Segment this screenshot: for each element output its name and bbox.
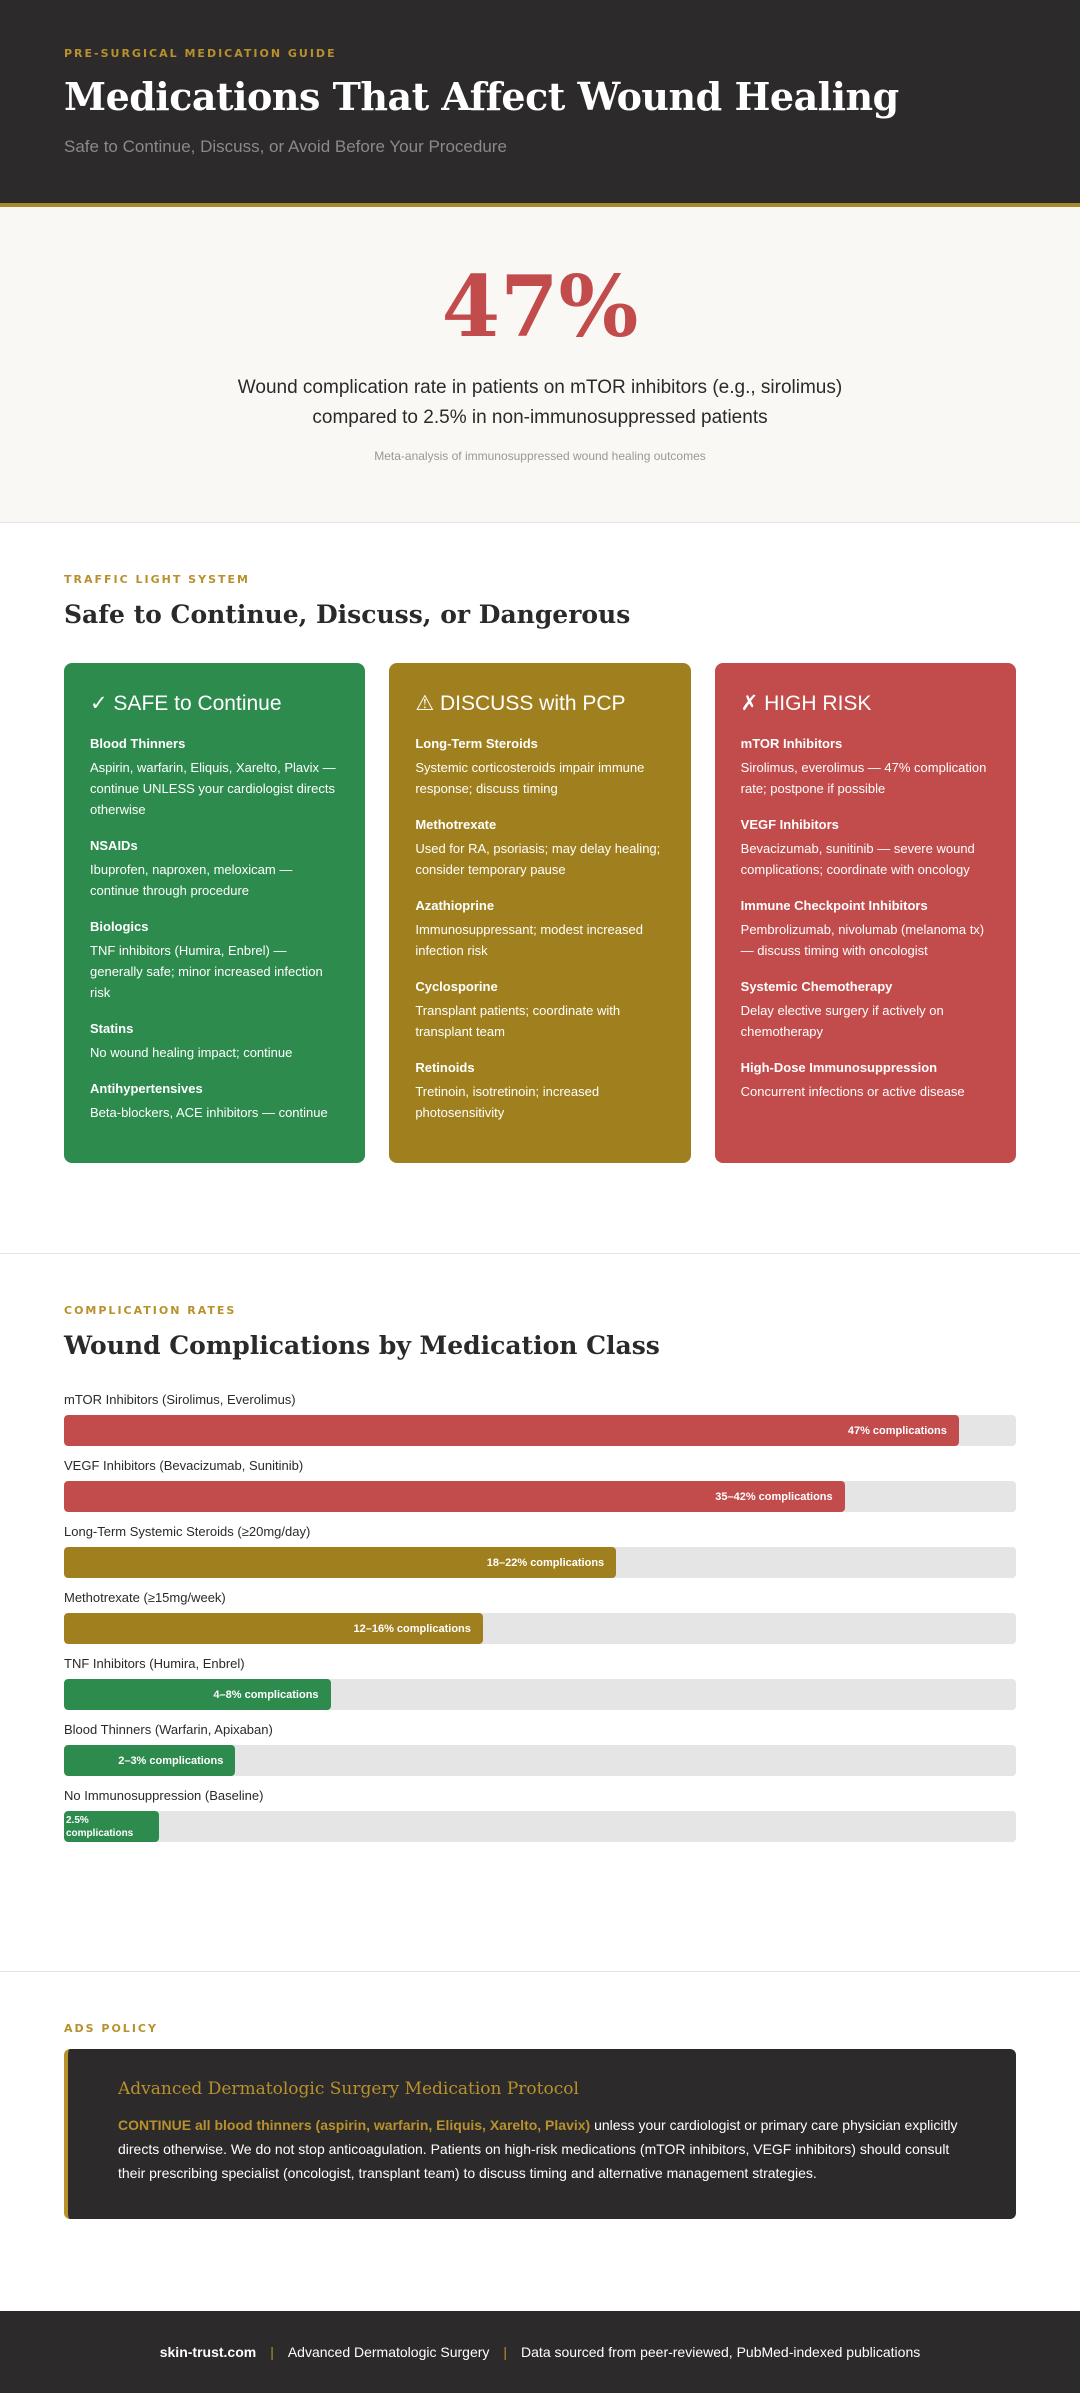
bar-row bbox=[64, 1524, 1016, 1578]
bar-label: mTOR Inhibitors (Sirolimus, Everolimus) bbox=[64, 1392, 296, 1407]
card-item-title: NSAIDs bbox=[90, 838, 138, 853]
card-item bbox=[90, 838, 339, 901]
policy-eyebrow: ADS POLICY bbox=[64, 2022, 158, 2035]
bar-value-label: 12–16% complications bbox=[353, 1622, 471, 1635]
bar-value-label: 18–22% complications bbox=[486, 1556, 605, 1569]
footer-note: Data sourced from peer-reviewed, PubMed-indexed publications bbox=[521, 2344, 921, 2360]
bar-row bbox=[64, 1722, 1016, 1776]
card-item-text: Aspirin, warfarin, Eliquis, Xarelto, Plavix — continue UNLESS your cardiologist directs otherwise bbox=[90, 760, 336, 817]
card-item bbox=[741, 817, 990, 880]
traffic-eyebrow: TRAFFIC LIGHT SYSTEM bbox=[64, 573, 250, 586]
key-stat-source: Meta-analysis of immunosuppressed wound healing outcomes bbox=[374, 449, 706, 463]
bar-fill bbox=[64, 1811, 159, 1842]
card-item bbox=[90, 1021, 339, 1063]
card-item-title: Systemic Chemotherapy bbox=[740, 979, 893, 994]
card-item-text: Concurrent infections or active disease bbox=[740, 1084, 965, 1099]
bar-value-label: 4–8% complications bbox=[213, 1688, 319, 1701]
card-heading: ⚠ DISCUSS with PCP bbox=[415, 692, 626, 715]
card-item-title: Blood Thinners bbox=[90, 736, 186, 751]
bar-row bbox=[64, 1458, 1016, 1512]
card-item bbox=[415, 979, 664, 1042]
card-high-risk bbox=[715, 663, 1016, 1163]
card-discuss bbox=[389, 663, 690, 1163]
card-item-text: Systemic corticosteroids impair immune response; discuss timing bbox=[415, 760, 645, 796]
card-item-text: Sirolimus, everolimus — 47% complication rate; postpone if possible bbox=[740, 760, 987, 796]
card-item-text: TNF inhibitors (Humira, Enbrel) — generally safe; minor increased infection risk bbox=[90, 943, 323, 1000]
bar-label: Long-Term Systemic Steroids (≥20mg/day) bbox=[64, 1524, 311, 1539]
policy-section bbox=[0, 1972, 1080, 2311]
bar-value-label: 35–42% complications bbox=[715, 1490, 833, 1503]
card-heading: ✗ HIGH RISK bbox=[740, 692, 872, 715]
footer-practice: Advanced Dermatologic Surgery bbox=[287, 2344, 490, 2360]
bar-fill bbox=[64, 1745, 235, 1776]
card-item-text: Used for RA, psoriasis; may delay healing; consider temporary pause bbox=[415, 841, 661, 877]
bar-track bbox=[64, 1547, 1016, 1578]
policy-box bbox=[64, 2049, 1016, 2219]
policy-body: unless your cardiologist or primary care physician explicitly directs otherwise. We do not stop anticoagulation. Patients on high-risk medications (mTOR inhibitors, VEGF inhibitors) should consult their prescribing specialist (oncologist, transplant team) to discuss timing and alternative management strategies. bbox=[118, 2117, 958, 2181]
card-item-text: Bevacizumab, sunitinib — severe wound complications; coordinate with oncology bbox=[740, 841, 975, 877]
bar-track bbox=[64, 1811, 1016, 1842]
rates-eyebrow: COMPLICATION RATES bbox=[64, 1304, 237, 1317]
rates-title: Wound Complications by Medication Class bbox=[64, 1331, 660, 1360]
card-item bbox=[741, 736, 990, 799]
card-item bbox=[741, 1060, 990, 1102]
card-item-title: Statins bbox=[90, 1021, 134, 1036]
bar-fill bbox=[64, 1547, 616, 1578]
bar-fill bbox=[64, 1415, 959, 1446]
bar-label: VEGF Inhibitors (Bevacizumab, Sunitinib) bbox=[64, 1458, 304, 1473]
bar-track bbox=[64, 1415, 1016, 1446]
card-item bbox=[741, 979, 990, 1042]
bar-value-label: 2.5% complications bbox=[66, 1814, 134, 1839]
bar-label: TNF Inhibitors (Humira, Enbrel) bbox=[64, 1656, 245, 1671]
key-stat-description bbox=[0, 373, 1080, 433]
card-item-title: VEGF Inhibitors bbox=[740, 817, 839, 832]
complication-rates-section bbox=[0, 1254, 1080, 1972]
card-item bbox=[90, 736, 339, 820]
bar-value-label: 47% complications bbox=[847, 1424, 947, 1437]
bar-label: Methotrexate (≥15mg/week) bbox=[64, 1590, 226, 1605]
bar-track bbox=[64, 1679, 1016, 1710]
card-item-title: Biologics bbox=[90, 919, 149, 934]
key-stat-line-2: compared to 2.5% in non-immunosuppressed patients bbox=[312, 407, 768, 428]
bar-label: No Immunosuppression (Baseline) bbox=[64, 1788, 264, 1803]
card-item bbox=[90, 1081, 339, 1123]
traffic-cards bbox=[64, 663, 1016, 1163]
card-item bbox=[415, 817, 664, 880]
policy-text bbox=[118, 2113, 966, 2185]
card-item bbox=[415, 736, 664, 799]
page-subtitle: Safe to Continue, Discuss, or Avoid Before Your Procedure bbox=[64, 137, 507, 156]
bar-label: Blood Thinners (Warfarin, Apixaban) bbox=[64, 1722, 273, 1737]
traffic-title: Safe to Continue, Discuss, or Dangerous bbox=[64, 600, 631, 629]
bar-track bbox=[64, 1745, 1016, 1776]
card-item-text: Immunosuppressant; modest increased infection risk bbox=[415, 922, 643, 958]
card-item bbox=[415, 898, 664, 961]
card-item-text: No wound healing impact; continue bbox=[90, 1045, 293, 1060]
key-stat-section bbox=[0, 207, 1080, 523]
bar-row bbox=[64, 1788, 1016, 1842]
footer-brand-link[interactable]: skin-trust.com bbox=[159, 2344, 257, 2360]
traffic-light-section bbox=[0, 523, 1080, 1254]
policy-highlight: CONTINUE all blood thinners (aspirin, warfarin, Eliquis, Xarelto, Plavix) bbox=[118, 2117, 591, 2133]
card-item-title: Cyclosporine bbox=[415, 979, 498, 994]
footer-separator: | bbox=[503, 2344, 508, 2360]
bar-fill bbox=[64, 1481, 845, 1512]
bar-row bbox=[64, 1392, 1016, 1446]
card-item-title: Retinoids bbox=[415, 1060, 475, 1075]
key-stat-line-1: Wound complication rate in patients on mTOR inhibitors (e.g., sirolimus) bbox=[237, 377, 843, 398]
rates-bar-list bbox=[64, 1392, 1016, 1842]
card-item-title: High-Dose Immunosuppression bbox=[740, 1060, 938, 1075]
card-item bbox=[741, 898, 990, 961]
card-item-text: Beta-blockers, ACE inhibitors — continue bbox=[90, 1105, 328, 1120]
card-item-text: Transplant patients; coordinate with transplant team bbox=[415, 1003, 621, 1039]
bar-fill bbox=[64, 1613, 483, 1644]
card-item bbox=[415, 1060, 664, 1123]
card-item-title: Long-Term Steroids bbox=[415, 736, 538, 751]
bar-value-label: 2–3% complications bbox=[118, 1754, 224, 1767]
key-stat-value: 47% bbox=[441, 257, 639, 356]
card-heading: ✓ SAFE to Continue bbox=[90, 692, 282, 715]
bar-track bbox=[64, 1613, 1016, 1644]
card-item-title: mTOR Inhibitors bbox=[740, 736, 843, 751]
card-item-text: Ibuprofen, naproxen, meloxicam — continue through procedure bbox=[90, 862, 293, 898]
page-footer bbox=[0, 2311, 1080, 2393]
page-header bbox=[0, 0, 1080, 207]
card-item-title: Methotrexate bbox=[415, 817, 497, 832]
page-title: Medications That Affect Wound Healing bbox=[64, 74, 899, 119]
bar-fill bbox=[64, 1679, 331, 1710]
bar-track bbox=[64, 1481, 1016, 1512]
policy-title: Advanced Dermatologic Surgery Medication Protocol bbox=[118, 2079, 579, 2099]
card-safe bbox=[64, 663, 365, 1163]
card-item-text: Tretinoin, isotretinoin; increased photosensitivity bbox=[415, 1084, 600, 1120]
bar-row bbox=[64, 1590, 1016, 1644]
header-eyebrow: PRE-SURGICAL MEDICATION GUIDE bbox=[64, 47, 337, 60]
footer-separator: | bbox=[270, 2344, 274, 2360]
card-item-title: Antihypertensives bbox=[90, 1081, 203, 1096]
bar-row bbox=[64, 1656, 1016, 1710]
card-item-text: Delay elective surgery if actively on chemotherapy bbox=[740, 1003, 944, 1039]
card-item-title: Immune Checkpoint Inhibitors bbox=[740, 898, 928, 913]
card-item-text: Pembrolizumab, nivolumab (melanoma tx) — discuss timing with oncologist bbox=[740, 922, 985, 958]
card-item bbox=[90, 919, 339, 1003]
card-item-title: Azathioprine bbox=[415, 898, 495, 913]
